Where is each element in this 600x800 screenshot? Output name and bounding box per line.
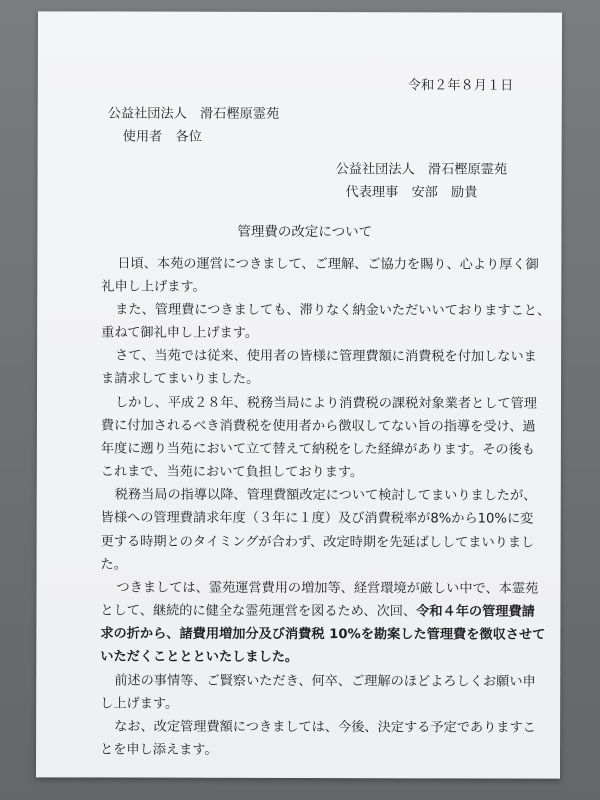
recipient-addressee: 使用者 各位 bbox=[122, 129, 202, 145]
body-line: なお、改定管理費額につきましては、今後、決定する予定でありますこ bbox=[114, 719, 536, 736]
body-line: し上げます。 bbox=[100, 696, 179, 712]
letter-date: 令和２年８月１日 bbox=[407, 78, 514, 94]
body-line: 年度に遡り当苑において立て替えて納税をした経緯があります。その後も bbox=[100, 441, 536, 458]
sender-representative: 代表理事 安部 励貴 bbox=[345, 185, 478, 201]
body-line: 重ねて御礼申し上げます。 bbox=[101, 325, 259, 341]
body-line: た。 bbox=[100, 557, 127, 573]
body-line: つきましては、霊苑運営費用の増加等、経営環境が厳しい中で、本霊苑 bbox=[116, 580, 539, 597]
body-line: さて、当苑では従来、使用者の皆様に管理費額に消費税を付加しないま bbox=[115, 348, 537, 365]
body-line: 日頃、本苑の運営につきまして、ご理解、ご協力を賜り、心より厚く御 bbox=[117, 256, 539, 273]
body-line: とを申し添えます。 bbox=[100, 742, 218, 758]
body-line-regular-part: として、継続的に健全な霊苑運営を図るため、次回、 bbox=[100, 603, 417, 620]
body-line-emphasis: 求の折から、諸費用増加分及び消費税 10%を勘案した管理費を徴収させて bbox=[100, 626, 546, 643]
body-line: ま請求してまいりました。 bbox=[101, 371, 260, 387]
body-line: 費に付加されるべき消費税を使用者から徴収してない旨の指導を受け、過 bbox=[100, 418, 536, 435]
body-line: 礼申し上げます。 bbox=[101, 279, 206, 295]
letter-title: 管理費の改定について bbox=[237, 223, 373, 241]
body-line: 皆様への管理費請求年度（３年に１度）及び消費税率が8%から10%に変 bbox=[100, 510, 534, 527]
body-line-mixed bbox=[100, 603, 534, 620]
body-line: また、管理費につきましても、滞りなく納金いただいいておりますこと、 bbox=[115, 302, 551, 319]
recipient-organization: 公益社団法人 滑石樫原霊苑 bbox=[107, 106, 280, 122]
body-line: しかし、平成２８年、税務当局により消費税の課税対象業者として管理 bbox=[114, 395, 537, 412]
body-line: 税務当局の指導以降、管理費額改定について検討してまいりましたが、 bbox=[114, 487, 537, 504]
body-line-emphasis: 令和４年の管理費請 bbox=[416, 604, 535, 620]
body-line: 前述の事情等、ご賢察いただき、何卒、ご理解のほどよろしくお願い申 bbox=[114, 673, 536, 690]
sender-organization: 公益社団法人 滑石樫原霊苑 bbox=[335, 162, 508, 178]
letter-paper bbox=[36, 11, 562, 778]
body-line-emphasis: いただくこととといたしました。 bbox=[100, 649, 299, 665]
body-line: これまで、当苑において負担しております。 bbox=[100, 464, 364, 481]
body-line: 更する時期とのタイミングが合わず、改定時期を先延ばししてまいりまし bbox=[100, 534, 535, 551]
